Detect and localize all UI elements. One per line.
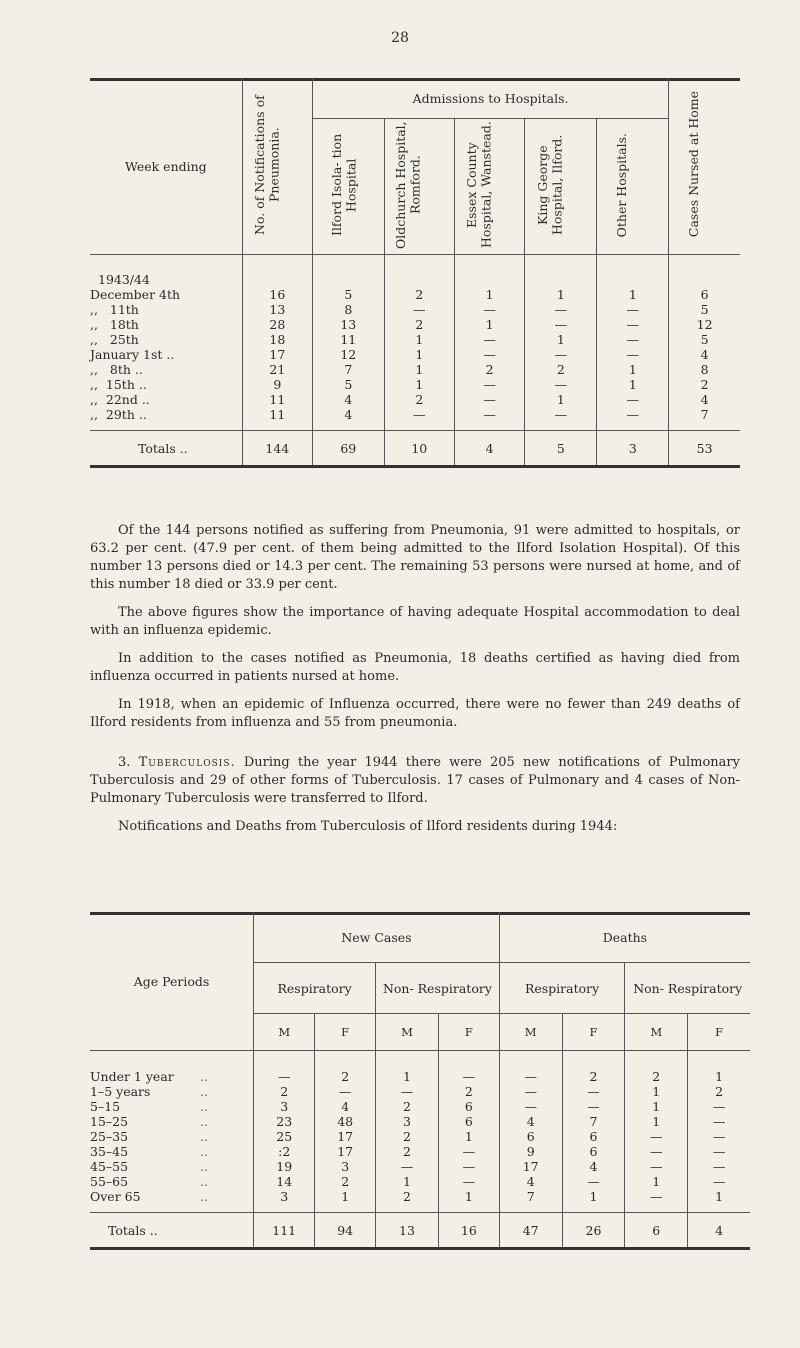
table-row [90,317,740,332]
cell-dnm: — [625,1144,688,1159]
table-row [90,1144,750,1159]
cell-oldchurch: 1 [384,332,454,347]
cell-dnf: — [712,1099,726,1114]
cell-drf: — [562,1099,625,1114]
cell-essex: 2 [454,362,524,377]
cell-home: 4 [700,392,709,407]
age-text: 35–45 [90,1144,129,1159]
cell-nrf: 3 [315,1159,376,1174]
header-ilford-isolation: Ilford Isola- tion Hospital [312,119,384,255]
cell-nrm: 14 [254,1174,315,1189]
total-drf: 26 [562,1213,625,1249]
cell-other: — [597,347,669,362]
totals-label: Totals .. [90,1213,254,1249]
cell-nrm: — [254,1051,315,1085]
table-row [90,302,740,317]
year-label: 1943/44 [90,255,242,288]
cell-essex: 1 [454,287,524,302]
cell-drm: — [499,1051,562,1085]
leader-dots: .. [200,1084,208,1099]
paragraph-influenza-deaths: In addition to the cases notified as Pneumonia, 18 deaths certified as having died from influenza occurred in patients nursed at home. [90,651,740,684]
total-nrm: 111 [254,1213,315,1249]
cell-dnf: — [712,1159,726,1174]
cell-oldchurch: 2 [384,392,454,407]
cell-home: 5 [700,332,709,347]
header-admissions: Admissions to Hospitals. [312,78,668,119]
cell-kg: — [525,377,597,392]
header-new-respiratory: Respiratory [254,963,376,1014]
cell-nnf: 6 [438,1099,499,1114]
cell-drf: 6 [562,1144,625,1159]
cell-other: — [597,317,669,332]
cell-other: — [597,332,669,347]
cell-ilford: 5 [312,377,384,392]
table-row [90,287,740,302]
cell-drf: 7 [562,1114,625,1129]
cell-nrm: 3 [254,1099,315,1114]
cell-kg: — [525,302,597,317]
cell-nrf: 2 [315,1051,376,1085]
cell-dnm: 1 [625,1174,688,1189]
cell-drf: 1 [562,1189,625,1213]
cell-nnm: 2 [376,1129,439,1144]
cell-kg: 1 [525,332,597,347]
total-home: 53 [669,431,740,467]
header-oldchurch: Oldchurch Hospital, Romford. [384,119,454,255]
cell-nrm: 23 [254,1114,315,1129]
age-text: 15–25 [90,1114,129,1129]
age-label [90,1189,254,1213]
age-text: Under 1 year [90,1069,174,1084]
age-label [90,1174,254,1189]
paragraph-hospital-accommodation: The above figures show the importance of having adequate Hospital accommodation to deal with an influenza epidemic. [90,605,740,638]
cell-notif: 21 [242,362,312,377]
cell-ilford: 7 [312,362,384,377]
table-row [90,377,740,392]
week-label: ,, 11th [90,302,242,317]
cell-notif: 16 [242,287,312,302]
cell-dnm: 1 [625,1099,688,1114]
cell-ilford: 11 [312,332,384,347]
header-cases-nursed-home: Cases Nursed at Home [669,78,740,255]
cell-dnf: — [712,1129,726,1144]
cell-nrf: 17 [315,1144,376,1159]
header-king-george: King George Hospital, Ilford. [525,119,597,255]
week-label: ,, 18th [90,317,242,332]
total-drm: 47 [499,1213,562,1249]
table-row [90,392,740,407]
header-f: F [315,1014,376,1051]
tb-table-caption: Notifications and Deaths from Tuberculosis of Ilford residents during 1944: [118,819,618,834]
week-label: ,, 29th .. [90,407,242,431]
table-row [90,1174,750,1189]
cell-other: 1 [597,377,669,392]
total-ilford: 69 [312,431,384,467]
age-text: 25–35 [90,1129,129,1144]
cell-ilford: 13 [312,317,384,332]
cell-nnm: 2 [376,1144,439,1159]
week-label: January 1st .. [90,347,242,362]
total-notif: 144 [242,431,312,467]
cell-other: — [597,302,669,317]
total-kg: 5 [525,431,597,467]
cell-home: 5 [700,302,709,317]
cell-drm: 4 [499,1114,562,1129]
cell-nnm: — [376,1159,439,1174]
cell-nnm: 1 [376,1051,439,1085]
cell-dnm: 1 [625,1114,688,1129]
header-other-hospitals: Other Hospitals. [597,119,669,255]
cell-essex: — [454,407,524,431]
week-label: ,, 25th [90,332,242,347]
week-label: ,, 22nd .. [90,392,242,407]
cell-nnm: 3 [376,1114,439,1129]
age-label [90,1051,254,1085]
cell-ilford: 5 [312,287,384,302]
table-row [90,332,740,347]
cell-other: — [597,392,669,407]
cell-kg: — [525,407,597,431]
cell-oldchurch: 1 [384,377,454,392]
paragraph-pneumonia-summary: Of the 144 persons notified as suffering from Pneumonia, 91 were admitted to hospitals, or 63.2 per cent. (47.9 per cent. of them being admitted to the Ilford Isolation Hospital). Of this number 13 persons died or 14.3 per cent. The remaining 53 persons were nursed at home, and of this number 18 died or 33.9 per cent. [90,523,740,592]
cell-nrf: 1 [315,1189,376,1213]
leader-dots: .. [200,1174,208,1189]
header-deaths: Deaths [499,912,750,963]
cell-dnf: 1 [715,1069,724,1084]
cell-nnf: — [438,1159,499,1174]
cell-nrm: 2 [254,1084,315,1099]
table-row [90,347,740,362]
cell-kg: 2 [525,362,597,377]
age-label [90,1159,254,1174]
cell-home: 2 [700,377,709,392]
header-notifications: No. of Notifications of Pneumonia. [242,78,312,255]
cell-dnf: — [712,1144,726,1159]
cell-nnf: 1 [438,1189,499,1213]
leader-dots: .. [200,1114,208,1129]
leader-dots: .. [200,1189,208,1204]
cell-essex: 1 [454,317,524,332]
age-label [90,1084,254,1099]
cell-drm: — [499,1084,562,1099]
page-number: 28 [391,30,409,46]
header-m: M [254,1014,315,1051]
total-nrf: 94 [315,1213,376,1249]
cell-nnf: 6 [438,1114,499,1129]
cell-nnm: 2 [376,1189,439,1213]
total-nnf: 16 [438,1213,499,1249]
leader-dots: .. [200,1159,208,1174]
age-label [90,1129,254,1144]
cell-nrm: :2 [254,1144,315,1159]
total-dnf: 4 [688,1213,750,1249]
cell-essex: — [454,347,524,362]
totals-row [90,431,740,467]
header-f: F [688,1014,750,1051]
age-text: 55–65 [90,1174,129,1189]
cell-nnm: — [376,1084,439,1099]
cell-ilford: 4 [312,392,384,407]
cell-nrm: 3 [254,1189,315,1213]
age-text: 5–15 [90,1099,121,1114]
cell-essex: — [454,332,524,347]
cell-dnm: — [625,1189,688,1213]
cell-oldchurch: 2 [384,317,454,332]
cell-notif: 9 [242,377,312,392]
cell-oldchurch: 1 [384,362,454,377]
cell-drf: 2 [562,1051,625,1085]
total-essex: 4 [454,431,524,467]
tuberculosis-heading: Tuberculosis. [138,755,236,770]
cell-essex: — [454,377,524,392]
table-row [90,1084,750,1099]
cell-oldchurch: — [384,302,454,317]
cell-nrf: 4 [315,1099,376,1114]
age-label [90,1114,254,1129]
cell-other: — [597,407,669,431]
table-row [90,1129,750,1144]
cell-nnf: — [438,1051,499,1085]
cell-ilford: 8 [312,302,384,317]
cell-kg: 1 [525,392,597,407]
cell-kg: — [525,317,597,332]
week-label: December 4th [90,287,242,302]
total-oldchurch: 10 [384,431,454,467]
table-row [90,362,740,377]
total-nnm: 13 [376,1213,439,1249]
header-m: M [499,1014,562,1051]
cell-dnf: 2 [715,1084,724,1099]
cell-dnm: 1 [625,1084,688,1099]
table-row [90,1051,750,1085]
cell-notif: 11 [242,407,312,431]
table-row [90,1114,750,1129]
header-f: F [438,1014,499,1051]
cell-notif: 11 [242,392,312,407]
cell-dnf: — [712,1174,726,1189]
paragraph-tuberculosis: 3. Tuberculosis. During the year 1944 there were 205 new notifications of Pulmonary Tuberculosis and 29 of other forms of Tuberculosis. 17 cases of Pulmonary and 4 cases of Non-Pulmonary Tuberculosis were transferred to Ilford. [90,755,740,806]
leader-dots: .. [200,1144,208,1159]
cell-drm: — [499,1099,562,1114]
cell-dnm: — [625,1129,688,1144]
header-m: M [376,1014,439,1051]
total-other: 3 [597,431,669,467]
cell-nnf: — [438,1144,499,1159]
pneumonia-admissions-table [90,78,740,468]
table-row [90,1159,750,1174]
cell-nnf: 1 [438,1129,499,1144]
cell-essex: — [454,392,524,407]
header-deaths-respiratory: Respiratory [499,963,625,1014]
cell-drm: 17 [499,1159,562,1174]
cell-notif: 13 [242,302,312,317]
commentary-text [90,522,740,846]
age-label [90,1144,254,1159]
header-essex-county: Essex County Hospital, Wanstead. [454,119,524,255]
cell-other: 1 [597,362,669,377]
header-age-periods: Age Periods [90,912,254,1051]
age-text: 45–55 [90,1159,129,1174]
header-week-ending: Week ending [90,78,242,255]
cell-oldchurch: — [384,407,454,431]
age-text: Over 65 [90,1189,141,1204]
header-new-cases: New Cases [254,912,500,963]
leader-dots: .. [200,1069,208,1084]
cell-ilford: 12 [312,347,384,362]
header-f: F [562,1014,625,1051]
header-deaths-non-respiratory: Non- Respiratory [625,963,750,1014]
cell-home: 7 [700,407,709,422]
cell-dnf: 1 [715,1189,724,1204]
cell-drf: 4 [562,1159,625,1174]
cell-dnm: 2 [625,1051,688,1085]
cell-kg: — [525,347,597,362]
cell-oldchurch: 1 [384,347,454,362]
cell-drf: — [562,1084,625,1099]
cell-home: 12 [696,317,713,332]
cell-home: 8 [700,362,709,377]
cell-home: 6 [700,287,709,302]
leader-dots: .. [200,1099,208,1114]
cell-nnf: — [438,1174,499,1189]
week-label: ,, 15th .. [90,377,242,392]
cell-nrf: 17 [315,1129,376,1144]
cell-nrm: 19 [254,1159,315,1174]
cell-drm: 6 [499,1129,562,1144]
header-new-non-respiratory: Non- Respiratory [376,963,500,1014]
leader-dots: .. [200,1129,208,1144]
cell-dnm: — [625,1159,688,1174]
cell-nnm: 1 [376,1174,439,1189]
cell-notif: 28 [242,317,312,332]
cell-drf: — [562,1174,625,1189]
cell-oldchurch: 2 [384,287,454,302]
cell-nnm: 2 [376,1099,439,1114]
paragraph-1918-epidemic: In 1918, when an epidemic of Influenza occurred, there were no fewer than 249 deaths of Ilford residents from influenza and 55 from pneumonia. [90,697,740,730]
cell-kg: 1 [525,287,597,302]
cell-drm: 7 [499,1189,562,1213]
week-label: ,, 8th .. [90,362,242,377]
age-text: 1–5 years [90,1084,151,1099]
cell-nrf: 2 [315,1174,376,1189]
cell-drm: 9 [499,1144,562,1159]
cell-essex: — [454,302,524,317]
table-row [90,1099,750,1114]
age-label [90,1099,254,1114]
table-row [90,407,740,431]
cell-nrm: 25 [254,1129,315,1144]
cell-nrf: — [315,1084,376,1099]
header-m: M [625,1014,688,1051]
total-dnm: 6 [625,1213,688,1249]
table-row [90,1189,750,1213]
cell-nnf: 2 [438,1084,499,1099]
cell-other: 1 [597,287,669,302]
totals-label: Totals .. [90,431,242,467]
cell-drm: 4 [499,1174,562,1189]
cell-nrf: 48 [315,1114,376,1129]
cell-ilford: 4 [312,407,384,431]
cell-notif: 17 [242,347,312,362]
tuberculosis-table [90,912,750,1250]
cell-drf: 6 [562,1129,625,1144]
totals-row [90,1213,750,1249]
cell-home: 4 [700,347,709,362]
cell-notif: 18 [242,332,312,347]
cell-dnf: — [712,1114,726,1129]
